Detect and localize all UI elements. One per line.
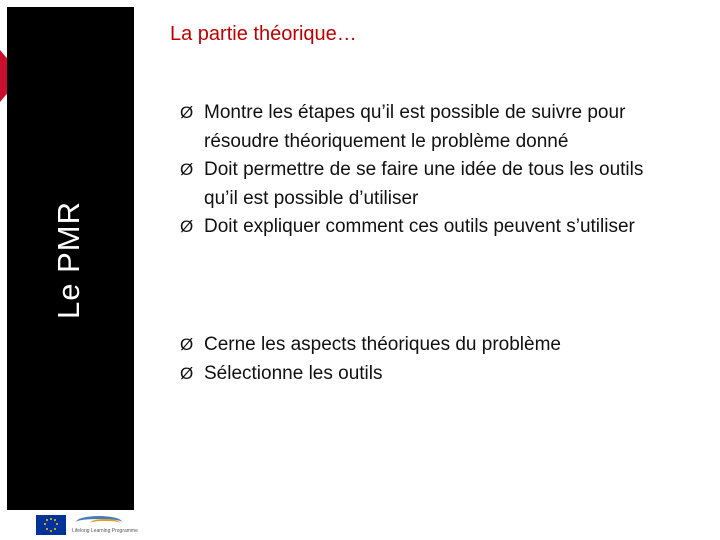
lifelong-learning-programme-logo: Lifelong Learning Programme: [72, 513, 142, 537]
arrow-bullet-icon: Ø: [180, 103, 194, 122]
bullet-item: [180, 360, 650, 389]
arrow-bullet-icon: Ø: [180, 160, 194, 180]
bullet-text: Doit expliquer comment ces outils peuvent s’utiliser: [204, 216, 635, 238]
page-title: La partie théorique…: [170, 23, 357, 45]
arrow-bullet-icon: Ø: [180, 217, 194, 237]
arrow-bullet-icon: Ø: [180, 335, 194, 354]
bullet-text: Doit permettre de se faire une idée de tous les outils qu’il est possible d’utiliser: [204, 159, 644, 209]
arrow-bullet-icon: Ø: [180, 363, 194, 383]
bullet-item: [180, 99, 650, 156]
bullet-list-secondary: [180, 331, 650, 388]
bullet-text: Sélectionne les outils: [204, 362, 383, 384]
bullet-item: [180, 213, 650, 242]
bullet-item: [180, 156, 650, 213]
eu-flag-icon: [36, 515, 66, 535]
bullet-text: Cerne les aspects théoriques du problème: [204, 334, 561, 355]
bullet-text: Montre les étapes qu’il est possible de suivre pour résoudre théoriquement le problème donné: [204, 102, 626, 152]
bullet-item: [180, 331, 650, 360]
footer-logos: [36, 513, 142, 537]
sidebar-title: Le PMR: [51, 201, 86, 319]
bullet-list-primary: [180, 99, 650, 242]
